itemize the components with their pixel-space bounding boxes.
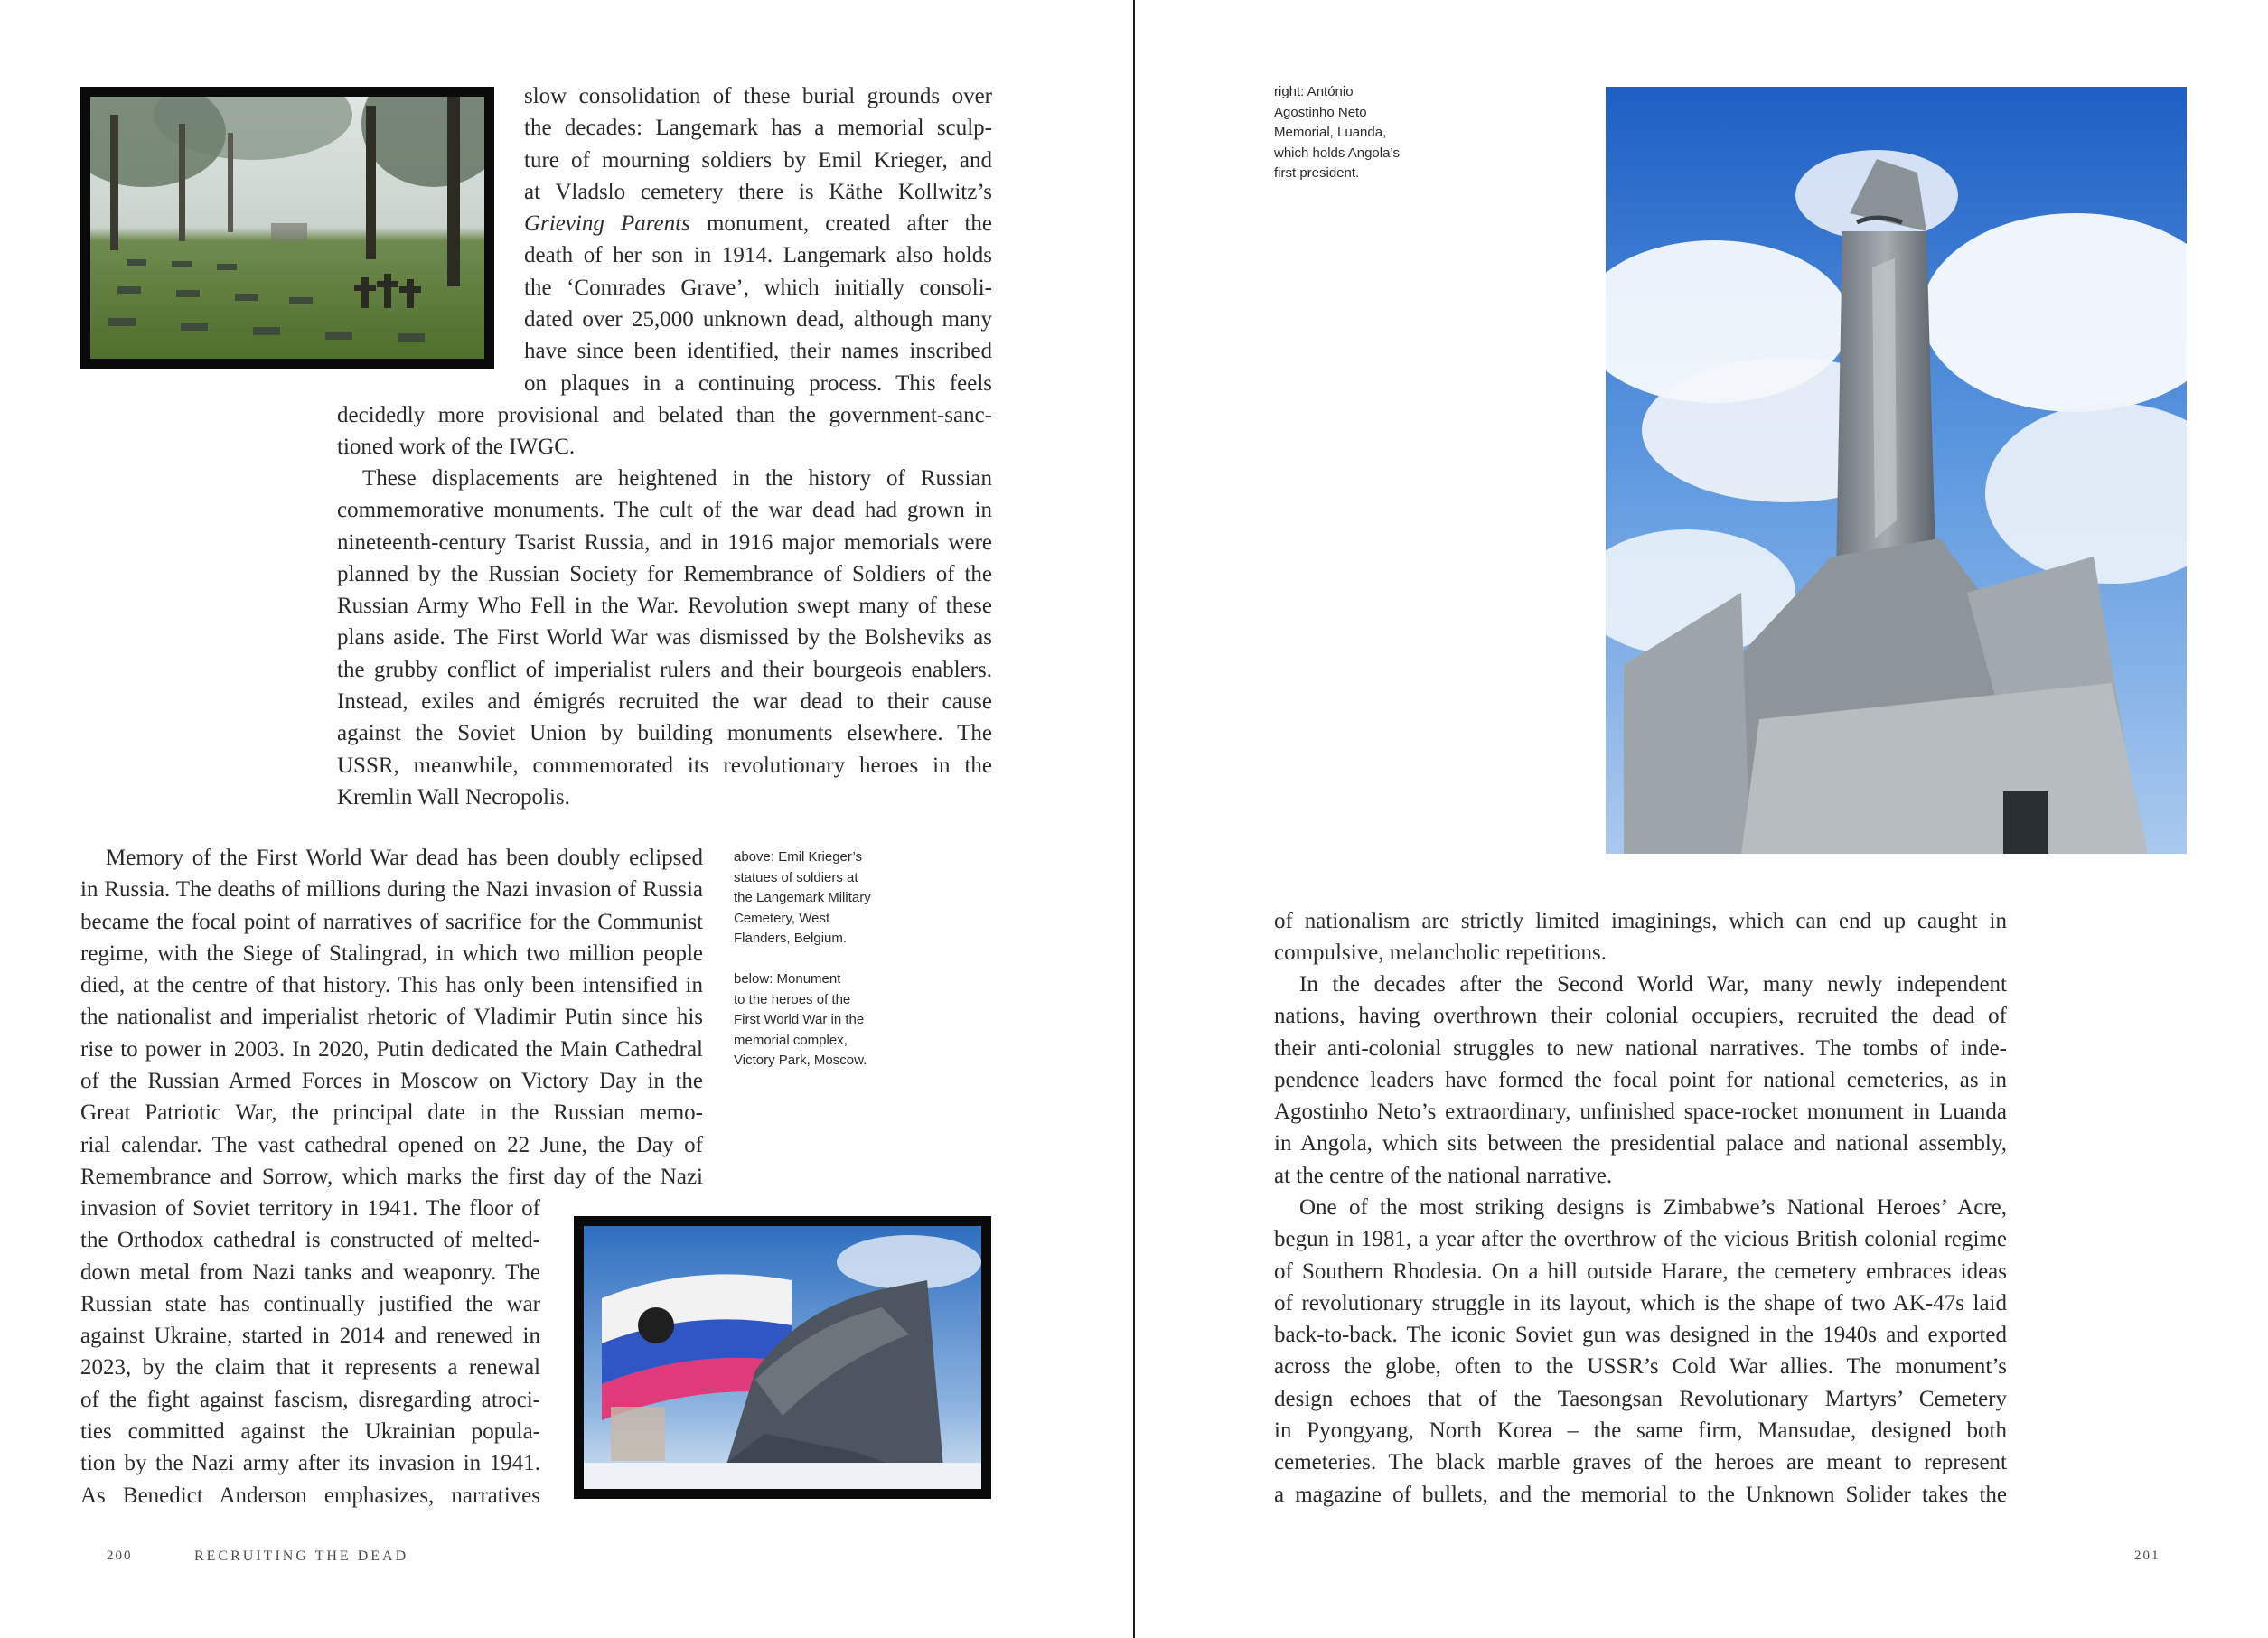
text-line: Russian Army Who Fell in the War. Revolution swept many of these (337, 594, 992, 619)
text-line: Agostinho Neto’s extraordinary, unfinished space-rocket monument in Luanda (1274, 1100, 2007, 1125)
text-line: in Angola, which sits between the presidential palace and national assembly, (1274, 1131, 2007, 1156)
text-line: in Pyongyang, North Korea – the same firm, Mansudae, designed both (1274, 1418, 2007, 1444)
text-line: USSR, meanwhile, commemorated its revolutionary heroes in the (337, 753, 992, 778)
text-line: cemeteries. The black marble graves of the heroes are meant to represent (1274, 1450, 2007, 1475)
caption-line: to the heroes of the (734, 991, 851, 1007)
page-number-left: 200 (107, 1549, 133, 1563)
gutter-divider (1133, 0, 1135, 1638)
text-line: death of her son in 1914. Langemark also holds (524, 243, 992, 268)
caption-line: First World War in the (734, 1012, 865, 1028)
text-line-italic-title: Grieving Parents monument, created after the (524, 211, 993, 237)
text-line: of Southern Rhodesia. On a hill outside Harare, the cemetery embraces ideas (1274, 1259, 2007, 1284)
text-line: ties committed against the Ukrainian popula- (80, 1419, 540, 1445)
caption-line: Cemetery, West (734, 910, 830, 926)
text-line: at the centre of the national narrative. (1274, 1163, 1613, 1188)
caption-line: statues of soldiers at (734, 869, 858, 885)
text-line: at Vladslo cemetery there is Käthe Kollwitz’s (524, 179, 992, 204)
text-line: ture of mourning soldiers by Emil Krieger, and (524, 147, 992, 173)
heroes-acre-paragraph (1274, 1192, 2007, 1511)
caption-line: Flanders, Belgium. (734, 931, 848, 947)
text-line: of the fight against fascism, disregarding atroci- (80, 1387, 540, 1412)
text-line: Russian state has continually justified the war (80, 1291, 540, 1316)
text-line: Instead, exiles and émigrés recruited the war dead to their cause (337, 689, 992, 715)
nationalism-paragraph (1274, 905, 2007, 969)
text-line: commemorative monuments. The cult of the war dead had grown in (337, 498, 992, 523)
text-line: rise to power in 2003. In 2020, Putin dedicated the Main Cathedral (80, 1036, 703, 1062)
text-line: plans aside. The First World War was dismissed by the Bolsheviks as (337, 625, 992, 651)
text-line: in Russia. The deaths of millions during the Nazi invasion of Russia (80, 877, 703, 903)
text-line: a magazine of bullets, and the memorial to the Unknown Solider takes the (1274, 1482, 2007, 1507)
caption-line: above: Emil Krieger’s (734, 849, 863, 865)
caption-right (1274, 82, 1473, 184)
caption-line: memorial complex, (734, 1032, 848, 1048)
text-line: design echoes that of the Taesongsan Revolutionary Martyrs’ Cemetery (1274, 1386, 2007, 1411)
text-line: As Benedict Anderson emphasizes, narratives (80, 1483, 540, 1508)
text-line: the grubby conflict of imperialist rulers and their bourgeois enablers. (337, 657, 992, 682)
text-line: Great Patriotic War, the principal date in the Russian memo- (80, 1100, 703, 1126)
text-line: One of the most striking designs is Zimbabwe’s National Heroes’ Acre, (1299, 1195, 2007, 1220)
text-line: on plaques in a continuing process. This feels (524, 370, 992, 396)
victory-park-monument-photo (574, 1216, 991, 1499)
text-line: rial calendar. The vast cathedral opened on 22 June, the Day of (80, 1132, 703, 1157)
caption-line: right: António (1274, 84, 1354, 99)
text-line: became the focal point of narratives of sacrifice for the Communist (80, 909, 703, 934)
text-line: tioned work of the IWGC. (337, 435, 576, 460)
langemark-paragraph (524, 80, 992, 399)
caption-line: Memorial, Luanda, (1274, 125, 1387, 141)
text-line: nineteenth-century Tsarist Russia, and in 1916 major memorials were (337, 529, 992, 555)
text-line: the ‘Comrades Grave’, which initially consoli- (524, 275, 992, 300)
running-head: RECRUITING THE DEAD (194, 1549, 409, 1564)
text-line: their anti-colonial struggles to new national narratives. The tombs of inde- (1274, 1035, 2007, 1061)
caption-line: below: Monument (734, 970, 841, 987)
text-line: begun in 1981, a year after the overthrow of the vicious British colonial regime (1274, 1227, 2007, 1252)
text-line: In the decades after the Second World War, many newly independent (1299, 972, 2007, 997)
caption-above (734, 847, 933, 950)
caption-line: Victory Park, Moscow. (734, 1053, 867, 1069)
text-line: invasion of Soviet territory in 1941. The floor of (80, 1196, 540, 1221)
text-line: against Ukraine, started in 2014 and renewed in (80, 1324, 540, 1349)
langemark-paragraph-continued (337, 399, 992, 463)
text-line: died, at the centre of that history. This has only been intensified in (80, 973, 703, 998)
text-line: of the Russian Armed Forces in Moscow on Victory Day in the (80, 1069, 703, 1094)
text-line: Remembrance and Sorrow, which marks the first day of the Nazi (80, 1164, 703, 1189)
text-line: 2023, by the claim that it represents a renewal (80, 1355, 540, 1381)
russian-monuments-paragraph (337, 463, 992, 813)
caption-above-below (734, 847, 933, 1072)
text-line: These displacements are heightened in the history of Russian (362, 466, 992, 491)
anti-colonial-paragraph (1274, 969, 2007, 1192)
caption-below (734, 969, 933, 1072)
text-line: compulsive, melancholic repetitions. (1274, 941, 1607, 966)
text-line: have since been identified, their names inscribed (524, 339, 992, 364)
caption-line: Agostinho Neto (1274, 104, 1367, 120)
text-line: the decades: Langemark has a memorial sculp- (524, 116, 992, 141)
text-line: of revolutionary struggle in its layout, which is the shape of two AK-47s laid (1274, 1290, 2007, 1315)
caption-line: first president. (1274, 165, 1360, 182)
memory-paragraph (80, 842, 703, 1193)
caption-right-text (1274, 82, 1473, 184)
langemark-cemetery-photo (80, 87, 494, 369)
memory-paragraph-continued (80, 1193, 540, 1512)
text-line: the nationalist and imperialist rhetoric of Vladimir Putin since his (80, 1005, 703, 1030)
text-line: Kremlin Wall Necropolis. (337, 784, 570, 810)
caption-line: the Langemark Military (734, 890, 871, 906)
text-line: the Orthodox cathedral is constructed of melted- (80, 1228, 540, 1253)
text-line: nations, having overthrown their colonial occupiers, recruited the dead of (1274, 1004, 2007, 1029)
neto-memorial-photo (1606, 87, 2187, 854)
caption-line: which holds Angola’s (1274, 145, 1400, 161)
text-line: dated over 25,000 unknown dead, although many (524, 307, 992, 332)
text-line: slow consolidation of these burial grounds over (524, 84, 992, 108)
text-line: regime, with the Siege of Stalingrad, in which two million people (80, 941, 703, 966)
text-line: tion by the Nazi army after its invasion in 1941. (80, 1451, 540, 1476)
text-line: decidedly more provisional and belated than the government-sanc- (337, 403, 992, 427)
page-number-right: 201 (2134, 1549, 2160, 1563)
text-line: back-to-back. The iconic Soviet gun was designed in the 1940s and exported (1274, 1323, 2007, 1348)
text-line: across the globe, often to the USSR’s Cold War allies. The monument’s (1274, 1354, 2007, 1380)
text-line: Memory of the First World War dead has been doubly eclipsed (106, 846, 703, 870)
text-line: pendence leaders have formed the focal point for national cemeteries, as in (1274, 1067, 2007, 1092)
text-line: planned by the Russian Society for Remembrance of Soldiers of the (337, 561, 992, 586)
text-line: against the Soviet Union by building monuments elsewhere. The (337, 721, 992, 746)
text-line: down metal from Nazi tanks and weaponry. The (80, 1259, 540, 1285)
text-line: of nationalism are strictly limited imaginings, which can end up caught in (1274, 909, 2007, 933)
